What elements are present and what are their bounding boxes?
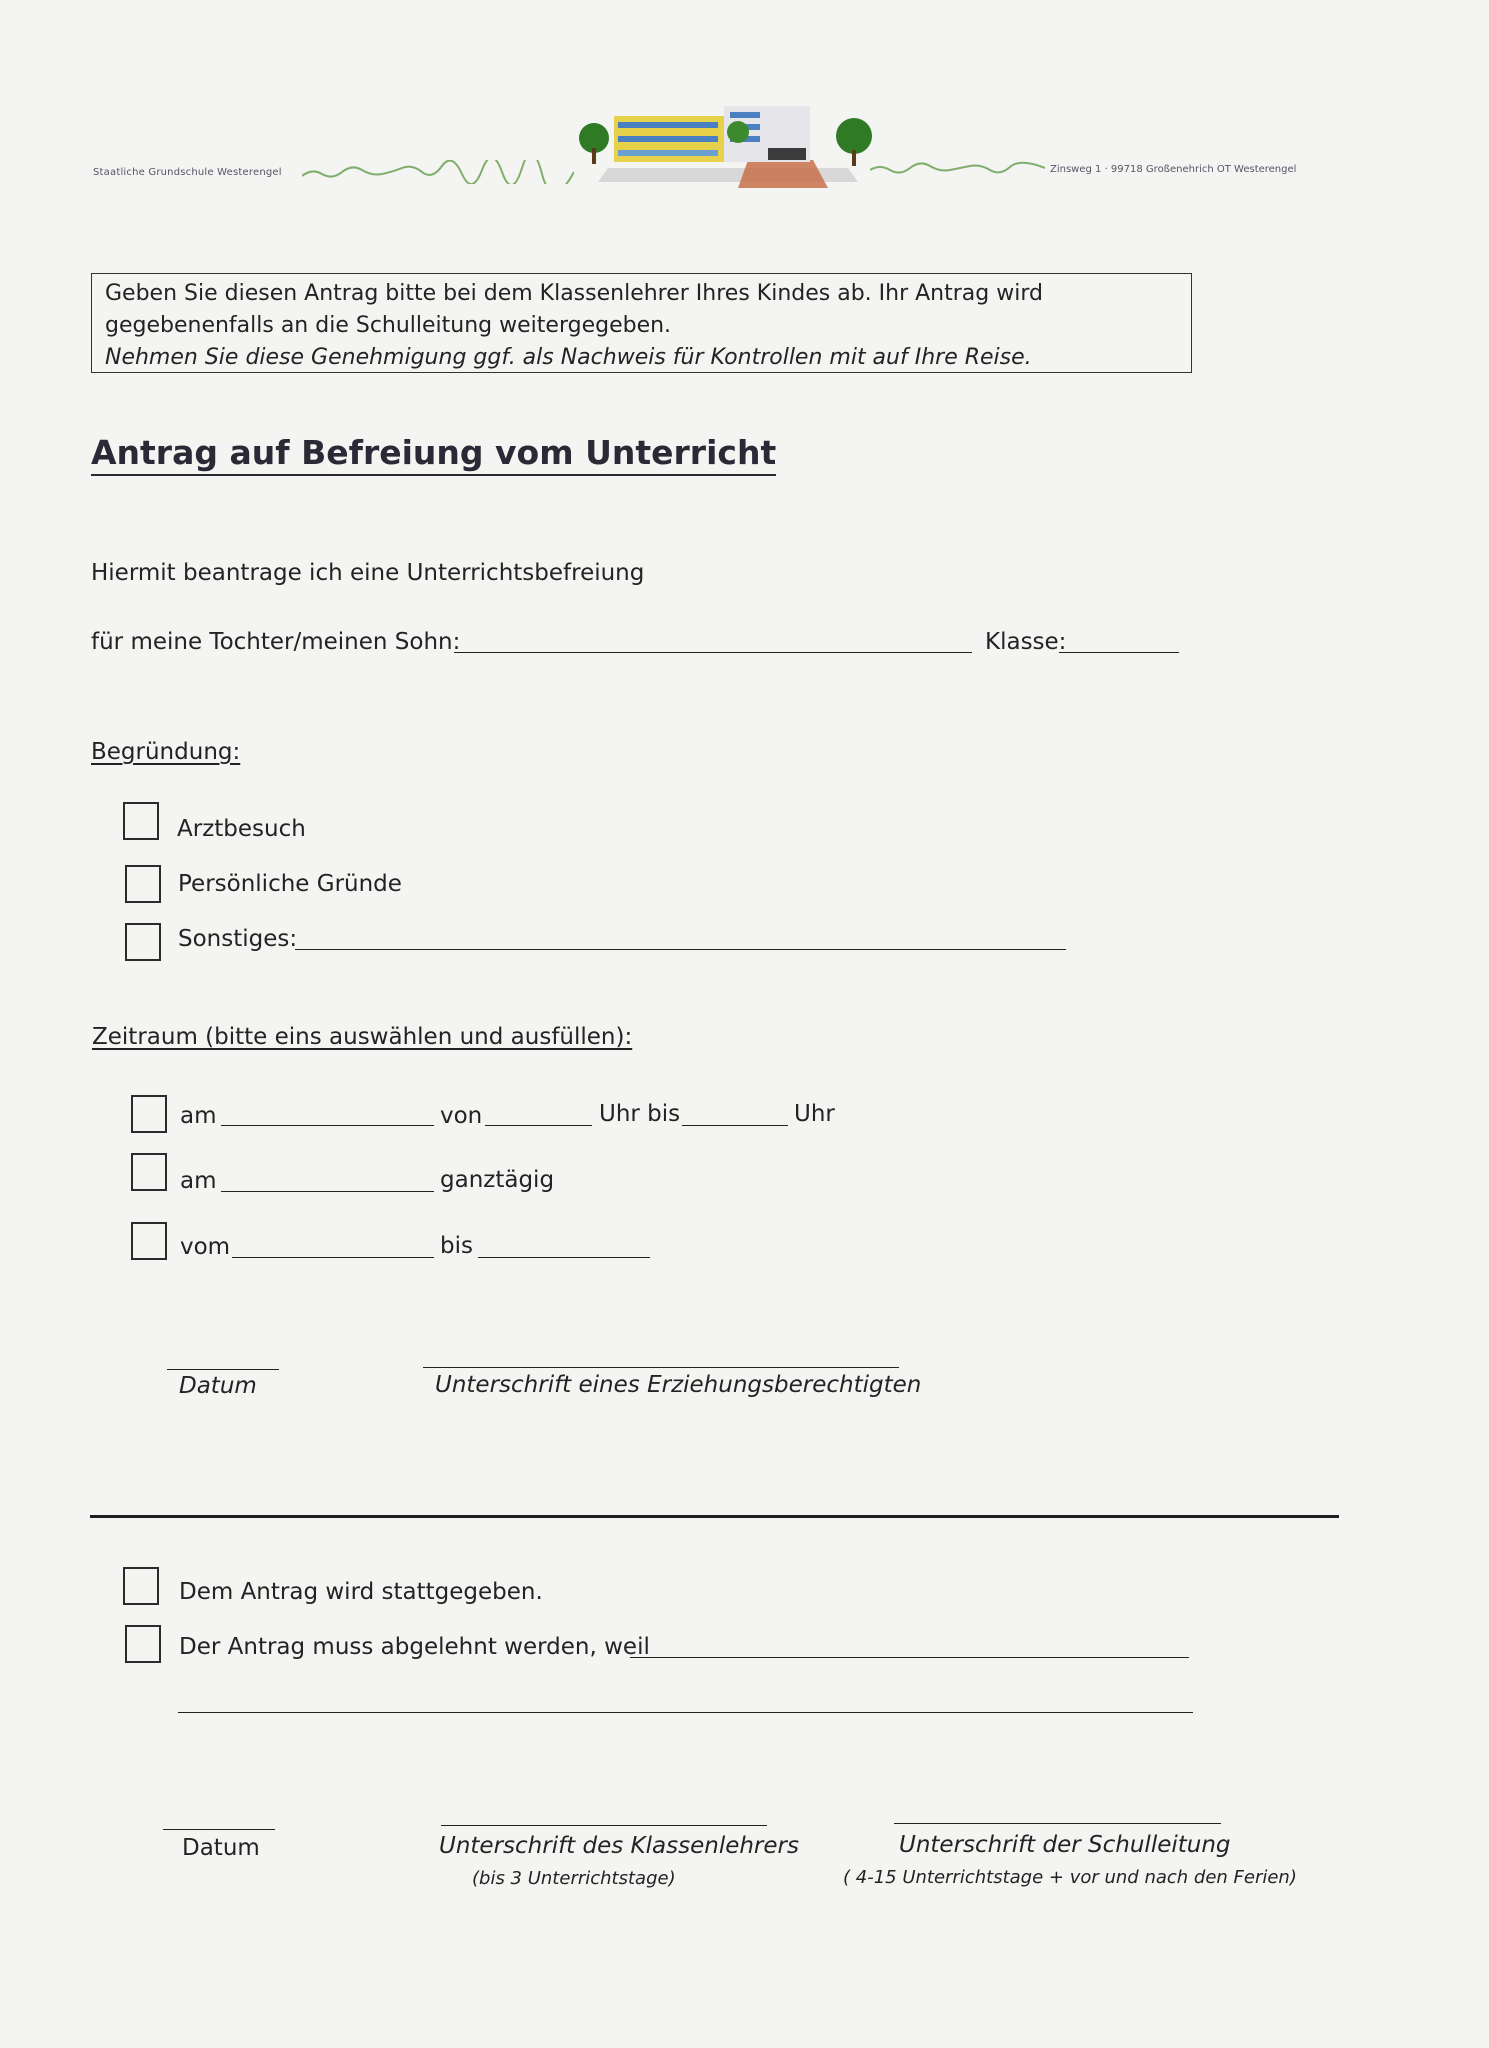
period-to-time-field[interactable]: [682, 1125, 788, 1126]
section-divider: [90, 1515, 1339, 1518]
intro-text: Hiermit beantrage ich eine Unterrichtsbefreiung: [91, 560, 645, 586]
notice-box: [91, 273, 1192, 373]
decision-rejected: Der Antrag muss abgelehnt werden, weil: [179, 1634, 650, 1660]
notice-line-1: Geben Sie diesen Antrag bitte bei dem Klassenlehrer Ihres Kindes ab. Ihr Antrag wird: [105, 281, 1043, 306]
rejection-reason-field-2[interactable]: [178, 1712, 1193, 1713]
class-field[interactable]: [1059, 652, 1179, 653]
rejection-reason-field[interactable]: [630, 1657, 1189, 1658]
principal-note: ( 4-15 Unterrichtstage + vor und nach den Ferien): [843, 1867, 1297, 1888]
notice-line-3: Nehmen Sie diese Genehmigung ggf. als Nachweis für Kontrollen mit auf Ihre Reise.: [105, 345, 1032, 370]
checkbox-period-range[interactable]: [131, 1222, 167, 1260]
parent-date-label: Datum: [179, 1373, 257, 1399]
parent-date-field[interactable]: [167, 1369, 279, 1370]
period-from-time-field[interactable]: [485, 1125, 592, 1126]
teacher-signature-field[interactable]: [441, 1825, 767, 1826]
option-sonstiges: Sonstiges:: [178, 926, 298, 952]
child-label: für meine Tochter/meinen Sohn:: [91, 629, 461, 655]
notice-line-2: gegebenenfalls an die Schulleitung weitergegeben.: [105, 313, 672, 338]
principal-signature-field[interactable]: [894, 1823, 1221, 1824]
checkbox-sonstiges[interactable]: [125, 923, 161, 961]
checkbox-persoenliche-gruende[interactable]: [125, 865, 161, 903]
option-persoenliche-gruende: Persönliche Gründe: [178, 871, 402, 897]
period-from-date-field[interactable]: [232, 1257, 434, 1258]
teacher-note: (bis 3 Unterrichtstage): [472, 1868, 676, 1889]
school-building-icon: [578, 98, 880, 190]
period-am-label-2: am: [180, 1168, 217, 1194]
period-vom-label: vom: [180, 1234, 231, 1260]
sonstiges-field[interactable]: [295, 949, 1066, 950]
school-date-field[interactable]: [163, 1829, 275, 1830]
checkbox-rejected[interactable]: [125, 1625, 161, 1663]
period-heading: Zeitraum (bitte eins auswählen und ausfüllen):: [92, 1024, 633, 1050]
parent-signature-field[interactable]: [423, 1367, 899, 1368]
school-name: Staatliche Grundschule Westerengel: [93, 167, 282, 178]
option-arztbesuch: Arztbesuch: [177, 816, 306, 842]
period-am-label: am: [180, 1103, 217, 1129]
school-date-label: Datum: [182, 1835, 260, 1861]
page-title: Antrag auf Befreiung vom Unterricht: [91, 432, 776, 476]
period-uhr-label: Uhr: [794, 1101, 835, 1127]
period-ganztaegig-label: ganztägig: [440, 1167, 555, 1193]
checkbox-arztbesuch[interactable]: [123, 802, 159, 840]
wave-decoration-left: [302, 160, 574, 184]
teacher-signature-label: Unterschrift des Klassenlehrers: [439, 1833, 799, 1859]
principal-signature-label: Unterschrift der Schulleitung: [899, 1832, 1231, 1858]
period-bis-label: bis: [440, 1233, 473, 1259]
checkbox-period-fullday[interactable]: [131, 1153, 167, 1191]
decision-approved: Dem Antrag wird stattgegeben.: [179, 1579, 543, 1605]
reason-heading: Begründung:: [91, 739, 241, 765]
child-name-field[interactable]: [454, 652, 972, 653]
period-fullday-date-field[interactable]: [221, 1191, 434, 1192]
school-address: Zinsweg 1 · 99718 Großenehrich OT Westerengel: [1050, 164, 1297, 175]
period-von-label: von: [440, 1103, 483, 1129]
wave-decoration-right: [870, 158, 1045, 178]
parent-signature-label: Unterschrift eines Erziehungsberechtigten: [435, 1372, 922, 1398]
period-uhr-bis-label: Uhr bis: [599, 1101, 681, 1127]
period-to-date-field[interactable]: [478, 1257, 650, 1258]
class-label: Klasse:: [985, 629, 1067, 655]
period-hours-date-field[interactable]: [221, 1125, 434, 1126]
checkbox-period-hours[interactable]: [131, 1095, 167, 1133]
checkbox-approved[interactable]: [123, 1567, 159, 1605]
